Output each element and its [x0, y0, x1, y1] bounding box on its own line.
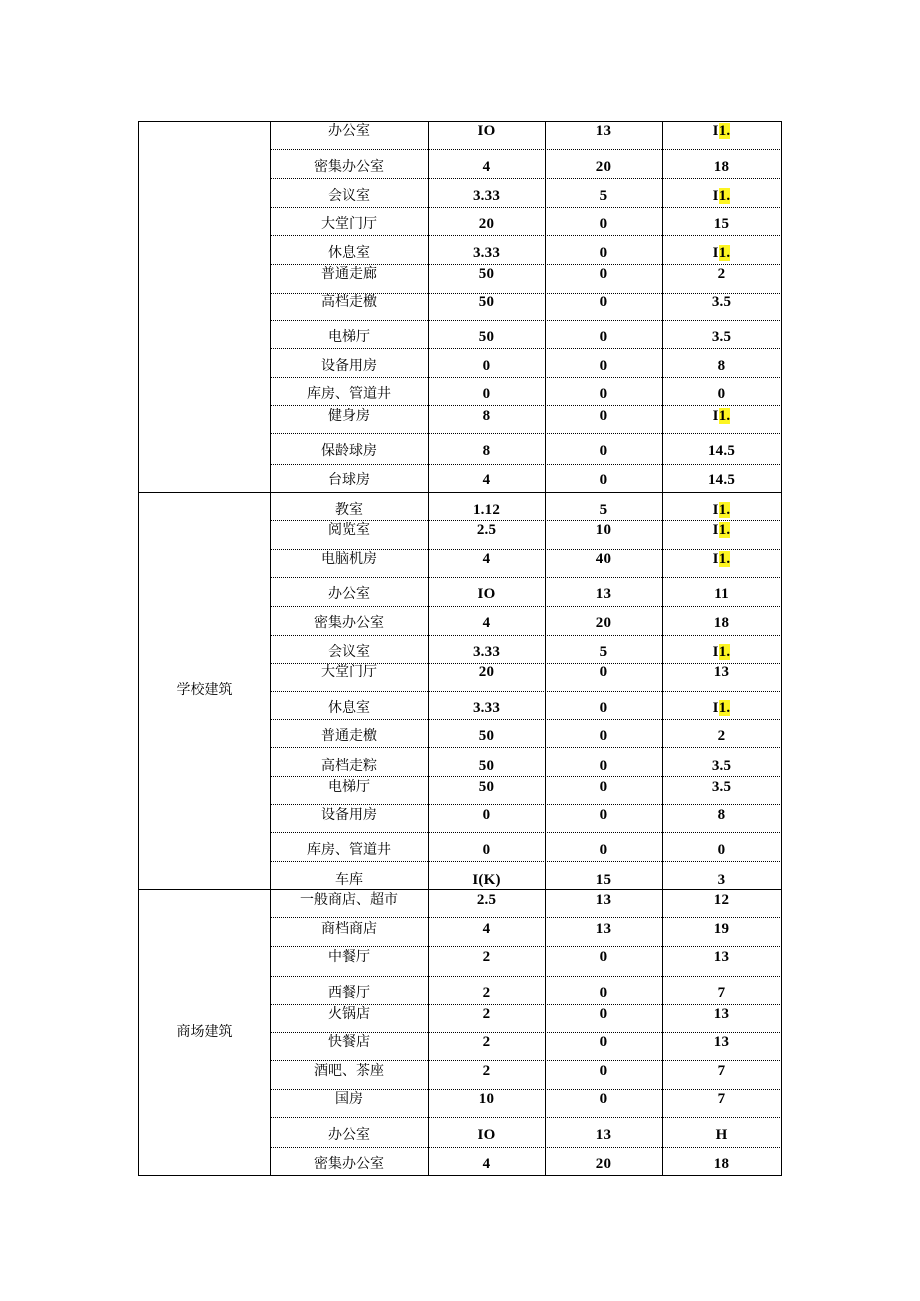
room-name-cell: 库房、管道井 — [307, 842, 391, 858]
value-col1-cell: 50 — [478, 758, 495, 774]
value-col1-cell: 3.33 — [472, 188, 501, 204]
value-col2-cell: 0 — [599, 266, 608, 282]
value-col3-cell — [662, 840, 781, 860]
row-divider — [270, 832, 782, 833]
value-col2-cell: 0 — [599, 664, 608, 680]
value-col3-text: 3 — [717, 872, 726, 888]
row-divider — [270, 917, 782, 918]
value-col2-cell: 0 — [599, 294, 608, 310]
value-col1-cell: 0 — [482, 358, 491, 374]
highlighted-value: 1. — [718, 700, 731, 716]
value-col3-text: 3.5 — [711, 779, 732, 795]
value-col3-cell — [662, 805, 781, 825]
room-name-cell: 会议室 — [328, 188, 370, 204]
room-name-cell: 库房、管道井 — [307, 386, 391, 402]
room-name-cell: 普通走檄 — [321, 728, 377, 744]
value-col1-cell: 1.12 — [472, 502, 501, 518]
row-divider — [270, 235, 782, 236]
row-divider — [270, 377, 782, 378]
value-col1-cell: 3.33 — [472, 700, 501, 716]
room-name-cell: 国房 — [335, 1091, 363, 1107]
value-col2-cell: 20 — [595, 1156, 612, 1172]
room-name-cell: 办公室 — [328, 586, 370, 602]
value-col3-cell — [662, 1061, 781, 1081]
room-name-cell: 密集办公室 — [314, 159, 384, 175]
category-label: 商场建筑 — [176, 1024, 233, 1040]
value-col1-cell: 0 — [482, 807, 491, 823]
value-col3-text: 2 — [717, 728, 726, 744]
value-col2-cell: 0 — [599, 1063, 608, 1079]
row-divider — [270, 464, 782, 465]
room-name-cell: 酒吧、茶座 — [314, 1063, 384, 1079]
row-divider — [270, 577, 782, 578]
value-col3-cell — [662, 214, 781, 234]
highlighted-value: 1. — [718, 522, 731, 538]
value-col2-cell: 0 — [599, 358, 608, 374]
value-col2-cell: 13 — [595, 123, 612, 139]
value-col3-cell — [662, 292, 781, 312]
row-divider — [270, 976, 782, 977]
value-col1-cell: I(K) — [472, 872, 501, 888]
value-col3-text: 14.5 — [707, 472, 736, 488]
value-col3-cell — [662, 726, 781, 746]
value-col1-cell: 3.33 — [472, 644, 501, 660]
value-col3-cell — [662, 157, 781, 177]
room-name-cell: 设备用房 — [321, 358, 377, 374]
highlighted-value: 1. — [718, 502, 731, 518]
value-col3-cell — [662, 186, 781, 206]
row-divider — [270, 433, 782, 434]
value-col3-text: 0 — [717, 386, 726, 402]
row-divider — [270, 149, 782, 150]
value-col2-cell: 0 — [599, 807, 608, 823]
value-col3-text: I — [712, 644, 719, 660]
room-name-cell: 西餐厅 — [328, 985, 370, 1001]
value-col3-text: I — [712, 551, 719, 567]
value-col3-text: 8 — [717, 358, 726, 374]
value-col1-cell: 2 — [482, 1063, 491, 1079]
room-name-cell: 火锅店 — [328, 1006, 370, 1022]
value-col2-cell: 13 — [595, 921, 612, 937]
value-col2-cell: 10 — [595, 522, 612, 538]
value-col3-text: 8 — [717, 807, 726, 823]
value-col1-cell: 2.5 — [476, 522, 497, 538]
value-col2-cell: 0 — [599, 985, 608, 1001]
value-col3-text: 7 — [717, 1063, 726, 1079]
value-col2-cell: 0 — [599, 758, 608, 774]
value-col3-cell — [662, 662, 781, 682]
row-divider — [270, 1117, 782, 1118]
value-col3-cell — [662, 1089, 781, 1109]
value-col1-cell: 2 — [482, 1034, 491, 1050]
room-name-cell: 一般商店、超市 — [300, 892, 398, 908]
value-col3-cell — [662, 549, 781, 569]
room-name-cell: 中餐厅 — [328, 949, 370, 965]
row-divider — [270, 207, 782, 208]
value-col3-text: 3.5 — [711, 329, 732, 345]
room-name-cell: 健身房 — [328, 408, 370, 424]
table-border-right — [781, 121, 782, 1176]
value-col2-cell: 13 — [595, 1127, 612, 1143]
value-col1-cell: IO — [477, 586, 496, 602]
value-col3-cell — [662, 890, 781, 910]
value-col2-cell: 0 — [599, 949, 608, 965]
value-col3-text: I — [712, 123, 719, 139]
value-col3-cell — [662, 1032, 781, 1052]
value-col3-text: 11 — [714, 586, 729, 602]
value-col2-cell: 0 — [599, 1091, 608, 1107]
room-name-cell: 设备用房 — [321, 807, 377, 823]
value-col2-cell: 0 — [599, 386, 608, 402]
room-name-cell: 商档商店 — [321, 921, 377, 937]
value-col1-cell: 20 — [478, 216, 495, 232]
value-col2-cell: 0 — [599, 245, 608, 261]
highlighted-value: 1. — [718, 551, 731, 567]
value-col2-cell: 0 — [599, 216, 608, 232]
room-name-cell: 休息室 — [328, 700, 370, 716]
value-col1-cell: 0 — [482, 386, 491, 402]
room-name-cell: 普通走廊 — [321, 266, 377, 282]
value-col3-text: 15 — [713, 216, 730, 232]
value-col1-cell: 50 — [478, 294, 495, 310]
value-col1-cell: 2 — [482, 949, 491, 965]
table-border-left — [138, 121, 139, 1176]
value-col1-cell: 4 — [482, 1156, 491, 1172]
value-col3-cell — [662, 919, 781, 939]
room-name-cell: 车库 — [335, 872, 363, 888]
value-col3-text: I — [712, 245, 719, 261]
value-col1-cell: 10 — [478, 1091, 495, 1107]
value-col3-text: 7 — [717, 985, 726, 1001]
value-col1-cell: 4 — [482, 159, 491, 175]
room-name-cell: 教室 — [335, 502, 363, 518]
highlighted-value: 1. — [718, 408, 731, 424]
row-divider — [270, 747, 782, 748]
value-col3-cell — [662, 406, 781, 426]
value-col2-cell: 0 — [599, 1034, 608, 1050]
room-name-cell: 电梯厅 — [328, 329, 370, 345]
category-label: 学校建筑 — [176, 682, 233, 698]
value-col3-text: I — [712, 188, 719, 204]
room-name-cell: 阅览室 — [328, 522, 370, 538]
value-col2-cell: 0 — [599, 408, 608, 424]
value-col3-text: 18 — [713, 159, 730, 175]
highlighted-value: 1. — [718, 245, 731, 261]
value-col1-cell: IO — [477, 1127, 496, 1143]
value-col2-cell: 0 — [599, 728, 608, 744]
value-col1-cell: 4 — [482, 921, 491, 937]
room-name-cell: 电梯厅 — [328, 779, 370, 795]
row-divider — [270, 635, 782, 636]
room-name-cell: 大堂门厅 — [321, 664, 377, 680]
value-col2-cell: 0 — [599, 329, 608, 345]
value-col3-text: I — [712, 502, 719, 518]
room-name-cell: 办公室 — [328, 123, 370, 139]
room-name-cell: 高档走檄 — [321, 294, 377, 310]
value-col3-text: I — [712, 522, 719, 538]
value-col3-cell — [662, 756, 781, 776]
value-col1-cell: 50 — [478, 728, 495, 744]
value-col2-cell: 0 — [599, 472, 608, 488]
value-col3-text: 7 — [717, 1091, 726, 1107]
value-col2-cell: 20 — [595, 615, 612, 631]
value-col1-cell: 50 — [478, 266, 495, 282]
value-col3-text: 13 — [713, 1034, 730, 1050]
value-col3-text: 18 — [713, 1156, 730, 1172]
value-col3-cell — [662, 983, 781, 1003]
value-col1-cell: 0 — [482, 842, 491, 858]
room-name-cell: 密集办公室 — [314, 1156, 384, 1172]
room-name-cell: 会议室 — [328, 644, 370, 660]
row-divider — [270, 348, 782, 349]
value-col3-cell — [662, 698, 781, 718]
value-col2-cell: 13 — [595, 586, 612, 602]
value-col3-text: 14.5 — [707, 443, 736, 459]
room-name-cell: 休息室 — [328, 245, 370, 261]
value-col3-text: 3.5 — [711, 294, 732, 310]
row-divider — [138, 1175, 782, 1176]
value-col3-cell — [662, 1125, 781, 1145]
value-col2-cell: 40 — [595, 551, 612, 567]
value-col3-text: 18 — [713, 615, 730, 631]
value-col3-cell — [662, 384, 781, 404]
row-divider — [270, 178, 782, 179]
value-col3-cell — [662, 520, 781, 540]
row-divider — [270, 1147, 782, 1148]
value-col1-cell: 8 — [482, 408, 491, 424]
value-col1-cell: 4 — [482, 615, 491, 631]
value-col1-cell: 2 — [482, 985, 491, 1001]
value-col3-text: 13 — [713, 1006, 730, 1022]
value-col2-cell: 0 — [599, 1006, 608, 1022]
value-col3-cell — [662, 327, 781, 347]
value-col3-cell — [662, 470, 781, 490]
highlighted-value: 1. — [718, 123, 731, 139]
value-col3-text: 19 — [713, 921, 730, 937]
value-col3-text: 13 — [713, 949, 730, 965]
value-col1-cell: 50 — [478, 329, 495, 345]
value-col1-cell: 3.33 — [472, 245, 501, 261]
room-name-cell: 办公室 — [328, 1127, 370, 1143]
row-divider — [270, 320, 782, 321]
value-col3-text: 13 — [713, 664, 730, 680]
value-col2-cell: 0 — [599, 443, 608, 459]
room-name-cell: 高档走粽 — [321, 758, 377, 774]
room-name-cell: 快餐店 — [328, 1034, 370, 1050]
value-col1-cell: 4 — [482, 551, 491, 567]
value-col2-cell: 15 — [595, 872, 612, 888]
row-divider — [138, 492, 782, 493]
value-col3-cell — [662, 1004, 781, 1024]
room-name-cell: 大堂门厅 — [321, 216, 377, 232]
value-col1-cell: 2.5 — [476, 892, 497, 908]
value-col3-cell — [662, 777, 781, 797]
value-col1-cell: 50 — [478, 779, 495, 795]
room-name-cell: 台球房 — [328, 472, 370, 488]
value-col3-cell — [662, 121, 781, 141]
value-col1-cell: IO — [477, 123, 496, 139]
value-col3-text: 0 — [717, 842, 726, 858]
room-name-cell: 保龄球房 — [321, 443, 377, 459]
value-col3-text: 12 — [713, 892, 730, 908]
value-col3-text: 2 — [717, 266, 726, 282]
value-col3-text: H — [715, 1127, 728, 1143]
value-col2-cell: 0 — [599, 700, 608, 716]
value-col3-cell — [662, 264, 781, 284]
value-col1-cell: 20 — [478, 664, 495, 680]
value-col3-cell — [662, 642, 781, 662]
value-col3-cell — [662, 613, 781, 633]
value-col2-cell: 0 — [599, 779, 608, 795]
row-divider — [270, 606, 782, 607]
highlighted-value: 1. — [718, 188, 731, 204]
row-divider — [270, 719, 782, 720]
room-name-cell: 电脑机房 — [321, 551, 377, 567]
row-divider — [270, 861, 782, 862]
value-col2-cell: 5 — [599, 644, 608, 660]
value-col2-cell: 20 — [595, 159, 612, 175]
value-col2-cell: 13 — [595, 892, 612, 908]
value-col3-cell — [662, 584, 781, 604]
value-col2-cell: 0 — [599, 842, 608, 858]
value-col2-cell: 5 — [599, 502, 608, 518]
value-col3-cell — [662, 870, 781, 890]
value-col3-cell — [662, 947, 781, 967]
value-col1-cell: 4 — [482, 472, 491, 488]
value-col3-cell — [662, 1154, 781, 1174]
value-col3-cell — [662, 243, 781, 263]
room-name-cell: 密集办公室 — [314, 615, 384, 631]
value-col3-cell — [662, 441, 781, 461]
row-divider — [270, 691, 782, 692]
value-col3-text: 3.5 — [711, 758, 732, 774]
value-col3-text: I — [712, 408, 719, 424]
value-col1-cell: 2 — [482, 1006, 491, 1022]
value-col1-cell: 8 — [482, 443, 491, 459]
value-col2-cell: 5 — [599, 188, 608, 204]
highlighted-value: 1. — [718, 644, 731, 660]
value-col3-text: I — [712, 700, 719, 716]
value-col3-cell — [662, 500, 781, 520]
value-col3-cell — [662, 356, 781, 376]
